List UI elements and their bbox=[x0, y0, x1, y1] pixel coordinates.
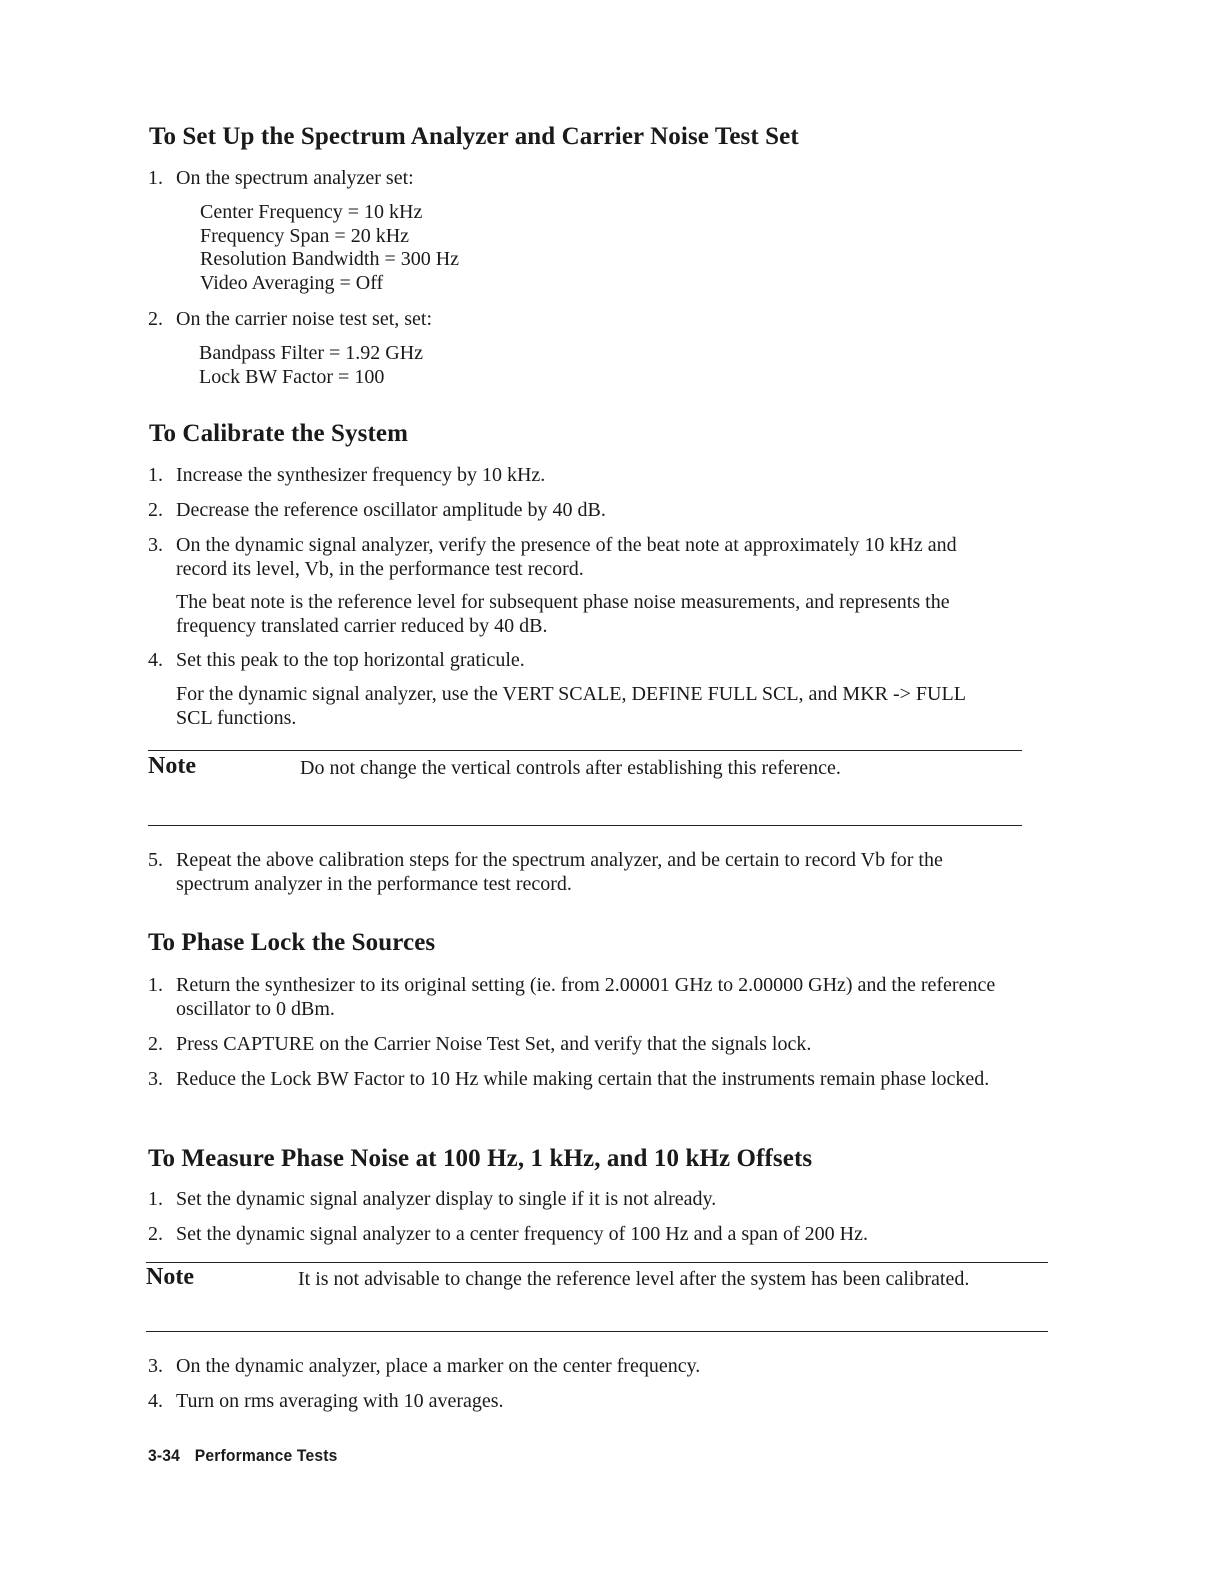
setting-line: Frequency Span = 20 kHz bbox=[200, 224, 410, 247]
list-item bbox=[148, 1187, 1052, 1211]
setting-line: Resolution Bandwidth = 300 Hz bbox=[200, 248, 460, 270]
page-footer bbox=[148, 1446, 338, 1466]
list-item bbox=[148, 1222, 1052, 1246]
page-number: 3-34 bbox=[148, 1446, 181, 1465]
step-text: Turn on rms averaging with 10 averages. bbox=[176, 1390, 504, 1412]
section-heading-calibrate: To Calibrate the System bbox=[149, 420, 409, 447]
list-item bbox=[148, 848, 1052, 896]
list-item bbox=[148, 1067, 1052, 1091]
step-text: Set the dynamic signal analyzer display to single if it is not already. bbox=[176, 1188, 717, 1210]
step-number: 1. bbox=[148, 167, 163, 189]
step-number: 1. bbox=[148, 464, 163, 486]
step-number: 4. bbox=[148, 1390, 163, 1412]
explanatory-paragraph: The beat note is the reference level for subsequent phase noise measurements, and represents the frequency translated carrier reduced by 40 dB. bbox=[176, 591, 950, 637]
phase-lock-steps bbox=[148, 973, 1052, 1091]
step-number: 4. bbox=[148, 649, 163, 671]
step-number: 2. bbox=[148, 499, 163, 521]
explanatory-paragraph: For the dynamic signal analyzer, use the VERT SCALE, DEFINE FULL SCL, and MKR -> FULL SCL functions. bbox=[176, 683, 966, 729]
note-label: Note bbox=[148, 753, 196, 779]
setting-line: Lock BW Factor = 100 bbox=[199, 365, 385, 388]
list-item bbox=[148, 533, 1052, 581]
section-heading-setup: To Set Up the Spectrum Analyzer and Carrier Noise Test Set bbox=[149, 123, 799, 150]
setup-steps bbox=[148, 166, 1052, 389]
measure-steps bbox=[148, 1187, 1052, 1246]
step-text: Set this peak to the top horizontal graticule. bbox=[176, 649, 525, 671]
step-number: 2. bbox=[148, 1033, 163, 1055]
step-number: 3. bbox=[148, 534, 163, 556]
note-top-rule bbox=[148, 750, 1022, 751]
section-heading-phase-lock: To Phase Lock the Sources bbox=[148, 929, 436, 956]
measure-steps-continued bbox=[148, 1354, 1052, 1413]
setting-line: Video Averaging = Off bbox=[200, 271, 384, 294]
step-number: 2. bbox=[148, 1223, 163, 1245]
list-item bbox=[148, 166, 1052, 190]
step-number: 3. bbox=[148, 1068, 163, 1090]
step-number: 1. bbox=[148, 974, 163, 996]
step-text: Return the synthesizer to its original setting (ie. from 2.00001 GHz to 2.00000 GHz) and the reference oscillator to 0 dBm. bbox=[176, 974, 996, 1020]
list-item bbox=[148, 1032, 1052, 1056]
calibrate-steps-continued bbox=[148, 848, 1052, 896]
step-number: 2. bbox=[148, 308, 163, 330]
step-text: On the carrier noise test set, set: bbox=[176, 308, 433, 330]
setting-line: Center Frequency = 10 kHz bbox=[200, 201, 423, 223]
step-text: Repeat the above calibration steps for the spectrum analyzer, and be certain to record Vb for the spectrum analyzer in the performance test record. bbox=[176, 849, 943, 895]
section-heading-measure: To Measure Phase Noise at 100 Hz, 1 kHz, and 10 kHz Offsets bbox=[148, 1145, 813, 1172]
note-text: It is not advisable to change the reference level after the system has been calibrated. bbox=[298, 1268, 970, 1290]
step-text: Decrease the reference oscillator amplitude by 40 dB. bbox=[176, 499, 606, 521]
step-text: Press CAPTURE on the Carrier Noise Test Set, and verify that the signals lock. bbox=[176, 1033, 812, 1055]
setting-line: Bandpass Filter = 1.92 GHz bbox=[199, 342, 424, 364]
analyzer-settings-list bbox=[148, 201, 1052, 295]
note-bottom-rule bbox=[146, 1331, 1048, 1332]
list-item bbox=[148, 307, 1052, 331]
test-set-settings-list bbox=[148, 342, 1052, 389]
step-number: 1. bbox=[148, 1188, 163, 1210]
step-number: 5. bbox=[148, 849, 163, 871]
step-text: Reduce the Lock BW Factor to 10 Hz while making certain that the instruments remain phase locked. bbox=[176, 1068, 990, 1090]
calibrate-steps bbox=[148, 463, 1052, 730]
list-item bbox=[148, 648, 1052, 672]
list-item bbox=[148, 1354, 1052, 1378]
list-item bbox=[148, 498, 1052, 522]
list-item bbox=[148, 463, 1052, 487]
note-label: Note bbox=[146, 1264, 194, 1290]
step-text: On the dynamic analyzer, place a marker on the center frequency. bbox=[176, 1355, 701, 1377]
note-bottom-rule bbox=[148, 825, 1022, 826]
footer-section-name: Performance Tests bbox=[194, 1446, 338, 1465]
step-text: Increase the synthesizer frequency by 10 kHz. bbox=[176, 464, 546, 486]
step-text: Set the dynamic signal analyzer to a center frequency of 100 Hz and a span of 200 Hz. bbox=[176, 1223, 868, 1245]
note-text: Do not change the vertical controls after establishing this reference. bbox=[300, 757, 841, 779]
note-top-rule bbox=[146, 1262, 1048, 1263]
list-item bbox=[148, 1389, 1052, 1413]
step-text: On the spectrum analyzer set: bbox=[176, 167, 414, 189]
step-text: On the dynamic signal analyzer, verify the presence of the beat note at approximately 10 kHz and record its level, Vb, in the performance test record. bbox=[176, 534, 957, 580]
step-number: 3. bbox=[148, 1355, 163, 1377]
list-item bbox=[148, 973, 1052, 1021]
